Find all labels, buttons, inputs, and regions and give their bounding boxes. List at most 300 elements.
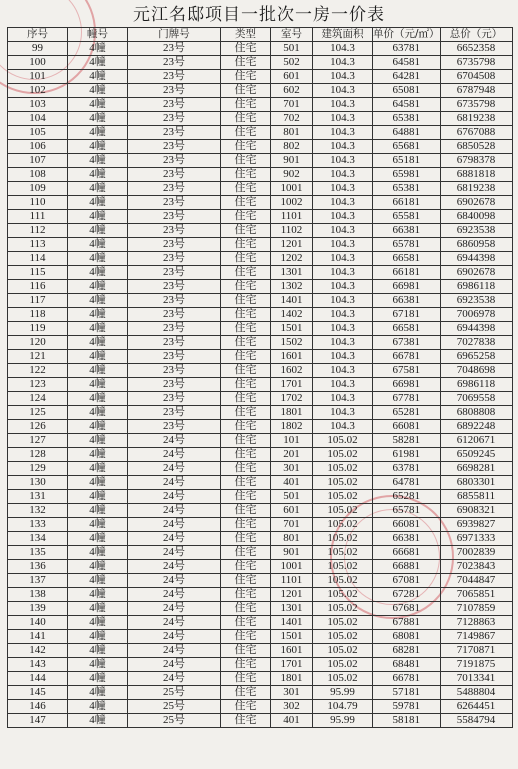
total-price-cell: 6986118 [440,280,512,294]
price-table [7,27,513,728]
door-number-cell: 23号 [128,98,221,112]
room-number-cell: 301 [271,462,313,476]
table-row [8,574,513,588]
door-number-cell: 23号 [128,266,221,280]
floor-area-cell: 104.3 [313,294,373,308]
room-number-cell: 1201 [271,238,313,252]
building-number-cell: 4幢 [68,196,128,210]
door-number-cell: 23号 [128,294,221,308]
total-price-cell: 6808808 [440,406,512,420]
table-row [8,700,513,714]
unit-price-cell: 66381 [373,532,441,546]
row-index-cell: 118 [8,308,68,322]
table-row [8,294,513,308]
column-header: 门牌号 [128,28,221,42]
row-index-cell: 142 [8,644,68,658]
building-number-cell: 4幢 [68,56,128,70]
row-index-cell: 122 [8,364,68,378]
unit-type-cell: 住宅 [221,406,271,420]
row-index-cell: 126 [8,420,68,434]
room-number-cell: 1102 [271,224,313,238]
floor-area-cell: 105.02 [313,658,373,672]
row-index-cell: 120 [8,336,68,350]
total-price-cell: 7065851 [440,588,512,602]
floor-area-cell: 105.02 [313,490,373,504]
floor-area-cell: 104.3 [313,238,373,252]
unit-price-cell: 66881 [373,560,441,574]
total-price-cell: 6908321 [440,504,512,518]
row-index-cell: 102 [8,84,68,98]
room-number-cell: 501 [271,42,313,56]
floor-area-cell: 105.02 [313,476,373,490]
unit-price-cell: 65581 [373,210,441,224]
unit-price-cell: 66381 [373,294,441,308]
building-number-cell: 4幢 [68,602,128,616]
total-price-cell: 7069558 [440,392,512,406]
unit-type-cell: 住宅 [221,112,271,126]
total-price-cell: 6509245 [440,448,512,462]
total-price-cell: 7027838 [440,336,512,350]
door-number-cell: 23号 [128,182,221,196]
table-row [8,308,513,322]
row-index-cell: 140 [8,616,68,630]
door-number-cell: 23号 [128,336,221,350]
total-price-cell: 6840098 [440,210,512,224]
unit-type-cell: 住宅 [221,280,271,294]
unit-type-cell: 住宅 [221,252,271,266]
unit-price-cell: 66081 [373,518,441,532]
room-number-cell: 601 [271,504,313,518]
room-number-cell: 1501 [271,322,313,336]
table-row [8,378,513,392]
building-number-cell: 4幢 [68,490,128,504]
unit-type-cell: 住宅 [221,588,271,602]
room-number-cell: 902 [271,168,313,182]
total-price-cell: 7006978 [440,308,512,322]
room-number-cell: 1302 [271,280,313,294]
room-number-cell: 802 [271,140,313,154]
unit-price-cell: 67081 [373,574,441,588]
row-index-cell: 143 [8,658,68,672]
door-number-cell: 23号 [128,84,221,98]
unit-type-cell: 住宅 [221,602,271,616]
unit-price-cell: 57181 [373,686,441,700]
table-row [8,252,513,266]
floor-area-cell: 105.02 [313,574,373,588]
row-index-cell: 125 [8,406,68,420]
unit-type-cell: 住宅 [221,574,271,588]
unit-price-cell: 66981 [373,378,441,392]
building-number-cell: 4幢 [68,126,128,140]
total-price-cell: 6971333 [440,532,512,546]
unit-type-cell: 住宅 [221,714,271,728]
room-number-cell: 101 [271,434,313,448]
room-number-cell: 1101 [271,210,313,224]
row-index-cell: 105 [8,126,68,140]
unit-price-cell: 67881 [373,616,441,630]
building-number-cell: 4幢 [68,434,128,448]
row-index-cell: 141 [8,630,68,644]
table-row [8,406,513,420]
table-row [8,630,513,644]
unit-price-cell: 65381 [373,182,441,196]
table-row [8,714,513,728]
floor-area-cell: 104.3 [313,98,373,112]
table-row [8,546,513,560]
unit-type-cell: 住宅 [221,98,271,112]
row-index-cell: 137 [8,574,68,588]
unit-type-cell: 住宅 [221,686,271,700]
total-price-cell: 6923538 [440,294,512,308]
column-header: 类型 [221,28,271,42]
door-number-cell: 23号 [128,252,221,266]
table-row [8,672,513,686]
unit-price-cell: 64881 [373,126,441,140]
room-number-cell: 901 [271,546,313,560]
unit-price-cell: 66681 [373,546,441,560]
total-price-cell: 7149867 [440,630,512,644]
floor-area-cell: 105.02 [313,588,373,602]
table-row [8,644,513,658]
unit-type-cell: 住宅 [221,616,271,630]
building-number-cell: 4幢 [68,518,128,532]
total-price-cell: 6120671 [440,434,512,448]
unit-price-cell: 64581 [373,98,441,112]
room-number-cell: 201 [271,448,313,462]
row-index-cell: 109 [8,182,68,196]
row-index-cell: 134 [8,532,68,546]
floor-area-cell: 104.3 [313,392,373,406]
unit-type-cell: 住宅 [221,434,271,448]
unit-type-cell: 住宅 [221,672,271,686]
building-number-cell: 4幢 [68,350,128,364]
table-row [8,364,513,378]
building-number-cell: 4幢 [68,266,128,280]
total-price-cell: 6965258 [440,350,512,364]
floor-area-cell: 104.3 [313,140,373,154]
table-row [8,336,513,350]
building-number-cell: 4幢 [68,476,128,490]
door-number-cell: 24号 [128,560,221,574]
table-row [8,196,513,210]
total-price-cell: 6855811 [440,490,512,504]
total-price-cell: 7170871 [440,644,512,658]
floor-area-cell: 104.3 [313,266,373,280]
room-number-cell: 1502 [271,336,313,350]
unit-price-cell: 64781 [373,476,441,490]
row-index-cell: 124 [8,392,68,406]
door-number-cell: 24号 [128,504,221,518]
unit-type-cell: 住宅 [221,70,271,84]
floor-area-cell: 105.02 [313,532,373,546]
building-number-cell: 4幢 [68,588,128,602]
floor-area-cell: 105.02 [313,448,373,462]
floor-area-cell: 104.3 [313,420,373,434]
column-header: 幢号 [68,28,128,42]
row-index-cell: 113 [8,238,68,252]
unit-type-cell: 住宅 [221,518,271,532]
room-number-cell: 1801 [271,406,313,420]
total-price-cell: 7191875 [440,658,512,672]
building-number-cell: 4幢 [68,700,128,714]
room-number-cell: 301 [271,686,313,700]
row-index-cell: 112 [8,224,68,238]
floor-area-cell: 104.3 [313,322,373,336]
table-row [8,98,513,112]
building-number-cell: 4幢 [68,420,128,434]
total-price-cell: 6819238 [440,112,512,126]
floor-area-cell: 104.3 [313,56,373,70]
door-number-cell: 24号 [128,672,221,686]
table-header-row [8,28,513,42]
row-index-cell: 115 [8,266,68,280]
unit-price-cell: 66581 [373,322,441,336]
building-number-cell: 4幢 [68,168,128,182]
door-number-cell: 23号 [128,406,221,420]
table-row [8,602,513,616]
total-price-cell: 6735798 [440,56,512,70]
unit-price-cell: 66181 [373,196,441,210]
column-header: 单价（元/㎡） [373,28,440,40]
door-number-cell: 24号 [128,462,221,476]
door-number-cell: 23号 [128,56,221,70]
row-index-cell: 129 [8,462,68,476]
room-number-cell: 1701 [271,658,313,672]
table-row [8,658,513,672]
total-price-cell: 6704508 [440,70,512,84]
room-number-cell: 401 [271,714,313,728]
building-number-cell: 4幢 [68,630,128,644]
table-row [8,616,513,630]
room-number-cell: 901 [271,154,313,168]
floor-area-cell: 104.3 [313,350,373,364]
floor-area-cell: 95.99 [313,686,373,700]
table-row [8,434,513,448]
total-price-cell: 6803301 [440,476,512,490]
door-number-cell: 24号 [128,588,221,602]
building-number-cell: 4幢 [68,448,128,462]
total-price-cell: 6923538 [440,224,512,238]
unit-price-cell: 64581 [373,56,441,70]
table-row [8,168,513,182]
total-price-cell: 6939827 [440,518,512,532]
table-row [8,420,513,434]
unit-type-cell: 住宅 [221,504,271,518]
room-number-cell: 1201 [271,588,313,602]
row-index-cell: 135 [8,546,68,560]
room-number-cell: 701 [271,98,313,112]
unit-price-cell: 68081 [373,630,441,644]
door-number-cell: 24号 [128,602,221,616]
building-number-cell: 4幢 [68,406,128,420]
floor-area-cell: 104.3 [313,280,373,294]
total-price-cell: 6652358 [440,42,512,56]
table-row [8,42,513,56]
room-number-cell: 401 [271,476,313,490]
unit-price-cell: 67581 [373,364,441,378]
total-price-cell: 6264451 [440,700,512,714]
room-number-cell: 1301 [271,266,313,280]
row-index-cell: 133 [8,518,68,532]
unit-type-cell: 住宅 [221,644,271,658]
floor-area-cell: 104.3 [313,406,373,420]
room-number-cell: 1801 [271,672,313,686]
table-row [8,112,513,126]
floor-area-cell: 105.02 [313,616,373,630]
column-header: 总价（元） [440,28,512,42]
floor-area-cell: 95.99 [313,714,373,728]
door-number-cell: 24号 [128,546,221,560]
row-index-cell: 114 [8,252,68,266]
floor-area-cell: 104.3 [313,126,373,140]
table-row [8,238,513,252]
unit-price-cell: 66781 [373,350,441,364]
unit-type-cell: 住宅 [221,392,271,406]
unit-type-cell: 住宅 [221,420,271,434]
building-number-cell: 4幢 [68,364,128,378]
room-number-cell: 1101 [271,574,313,588]
building-number-cell: 4幢 [68,336,128,350]
floor-area-cell: 104.3 [313,84,373,98]
row-index-cell: 136 [8,560,68,574]
unit-price-cell: 66781 [373,672,441,686]
floor-area-cell: 104.3 [313,182,373,196]
building-number-cell: 4幢 [68,224,128,238]
unit-type-cell: 住宅 [221,476,271,490]
table-row [8,84,513,98]
door-number-cell: 24号 [128,448,221,462]
room-number-cell: 701 [271,518,313,532]
door-number-cell: 23号 [128,224,221,238]
room-number-cell: 702 [271,112,313,126]
floor-area-cell: 105.02 [313,546,373,560]
table-row [8,224,513,238]
floor-area-cell: 105.02 [313,434,373,448]
unit-type-cell: 住宅 [221,196,271,210]
floor-area-cell: 104.3 [313,224,373,238]
total-price-cell: 7107859 [440,602,512,616]
building-number-cell: 4幢 [68,182,128,196]
door-number-cell: 24号 [128,616,221,630]
table-row [8,210,513,224]
door-number-cell: 23号 [128,392,221,406]
building-number-cell: 4幢 [68,42,128,56]
unit-type-cell: 住宅 [221,56,271,70]
unit-price-cell: 68281 [373,644,441,658]
unit-type-cell: 住宅 [221,378,271,392]
row-index-cell: 104 [8,112,68,126]
unit-type-cell: 住宅 [221,140,271,154]
unit-price-cell: 64281 [373,70,441,84]
unit-price-cell: 67681 [373,602,441,616]
door-number-cell: 23号 [128,70,221,84]
table-row [8,504,513,518]
door-number-cell: 23号 [128,196,221,210]
unit-price-cell: 66181 [373,266,441,280]
door-number-cell: 23号 [128,308,221,322]
unit-type-cell: 住宅 [221,126,271,140]
unit-type-cell: 住宅 [221,182,271,196]
floor-area-cell: 105.02 [313,672,373,686]
floor-area-cell: 105.02 [313,504,373,518]
table-row [8,70,513,84]
room-number-cell: 1402 [271,308,313,322]
row-index-cell: 128 [8,448,68,462]
door-number-cell: 24号 [128,490,221,504]
row-index-cell: 119 [8,322,68,336]
door-number-cell: 24号 [128,434,221,448]
door-number-cell: 23号 [128,140,221,154]
building-number-cell: 4幢 [68,504,128,518]
room-number-cell: 1602 [271,364,313,378]
floor-area-cell: 104.3 [313,196,373,210]
building-number-cell: 4幢 [68,658,128,672]
row-index-cell: 107 [8,154,68,168]
floor-area-cell: 104.3 [313,154,373,168]
building-number-cell: 4幢 [68,252,128,266]
table-row [8,560,513,574]
table-row [8,154,513,168]
building-number-cell: 4幢 [68,84,128,98]
table-row [8,462,513,476]
room-number-cell: 1301 [271,602,313,616]
door-number-cell: 23号 [128,350,221,364]
floor-area-cell: 104.3 [313,210,373,224]
floor-area-cell: 105.02 [313,462,373,476]
room-number-cell: 502 [271,56,313,70]
building-number-cell: 4幢 [68,644,128,658]
table-row [8,322,513,336]
room-number-cell: 601 [271,70,313,84]
unit-type-cell: 住宅 [221,210,271,224]
row-index-cell: 131 [8,490,68,504]
table-row [8,588,513,602]
row-index-cell: 146 [8,700,68,714]
total-price-cell: 6767088 [440,126,512,140]
total-price-cell: 6902678 [440,196,512,210]
table-row [8,532,513,546]
door-number-cell: 24号 [128,630,221,644]
door-number-cell: 23号 [128,154,221,168]
total-price-cell: 6819238 [440,182,512,196]
table-row [8,266,513,280]
room-number-cell: 1401 [271,294,313,308]
room-number-cell: 602 [271,84,313,98]
column-header: 序号 [8,28,68,42]
row-index-cell: 123 [8,378,68,392]
building-number-cell: 4幢 [68,714,128,728]
door-number-cell: 23号 [128,112,221,126]
unit-price-cell: 65981 [373,168,441,182]
unit-price-cell: 67381 [373,336,441,350]
floor-area-cell: 104.3 [313,168,373,182]
unit-price-cell: 68481 [373,658,441,672]
door-number-cell: 25号 [128,700,221,714]
table-body [8,42,513,728]
unit-type-cell: 住宅 [221,168,271,182]
total-price-cell: 6850528 [440,140,512,154]
floor-area-cell: 104.3 [313,112,373,126]
room-number-cell: 1202 [271,252,313,266]
total-price-cell: 6944398 [440,322,512,336]
room-number-cell: 1001 [271,182,313,196]
door-number-cell: 23号 [128,322,221,336]
document-title: 元江名邸项目一批次一房一价表 [133,5,385,24]
unit-price-cell: 59781 [373,700,441,714]
row-index-cell: 127 [8,434,68,448]
building-number-cell: 4幢 [68,560,128,574]
row-index-cell: 139 [8,602,68,616]
